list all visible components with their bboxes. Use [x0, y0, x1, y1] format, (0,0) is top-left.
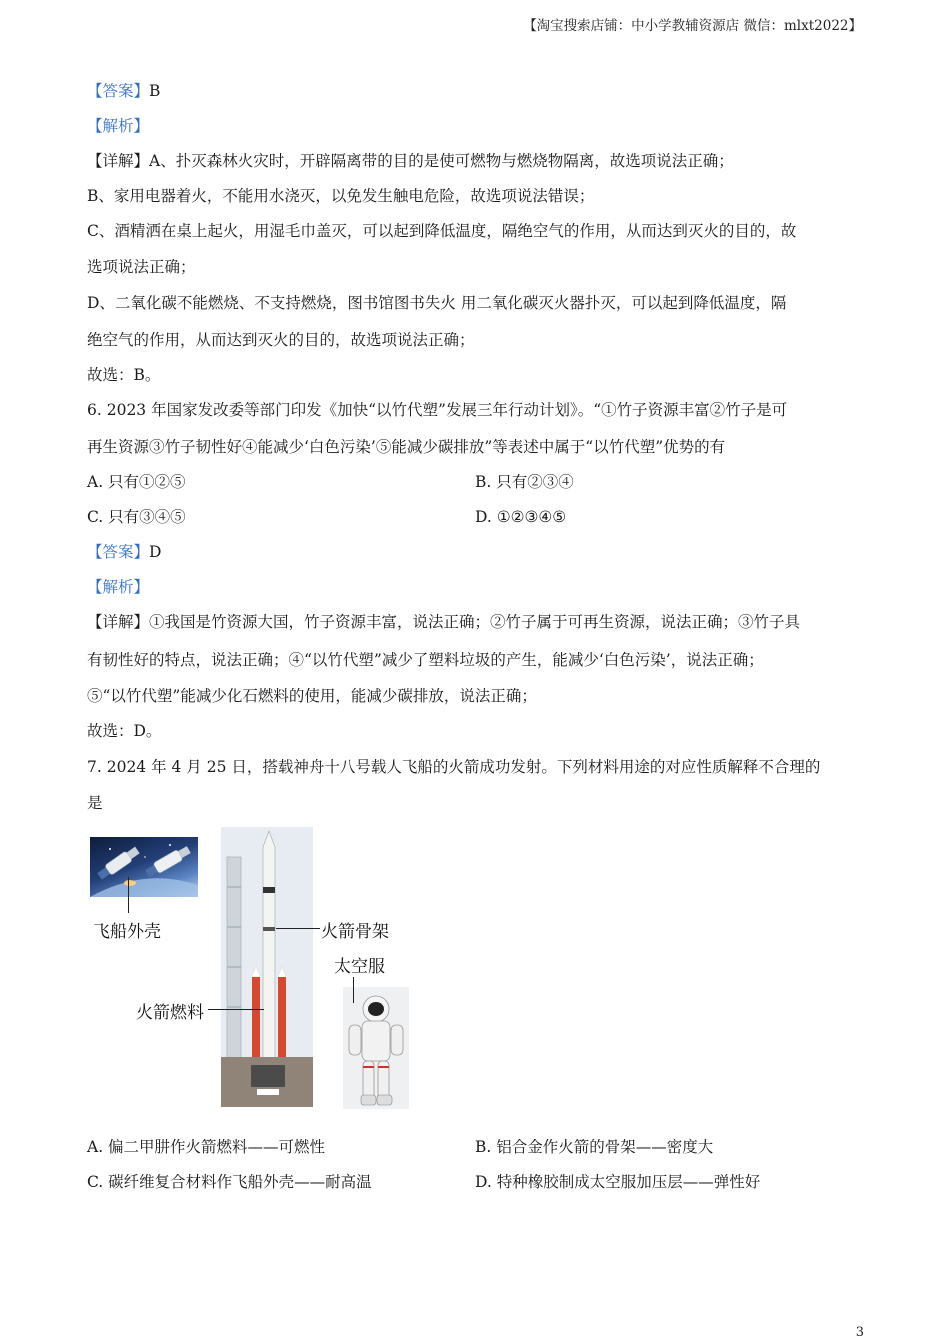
answer-value: B [149, 82, 161, 100]
label-rocket-frame: 火箭骨架 [321, 922, 389, 942]
rocket-photo [221, 827, 313, 1107]
q5-detail-line: 绝空气的作用，从而达到灭火的目的，故选项说法正确； [87, 331, 475, 349]
detail-tag: 【详解】 [87, 613, 150, 631]
q5-conclusion: 故选：B。 [87, 366, 161, 384]
q7-stem-line: 是 [87, 794, 103, 812]
q6-conclusion: 故选：D。 [87, 722, 162, 740]
answer-value: D [149, 543, 162, 561]
q6-option-d: D. ①②③④⑤ [475, 508, 567, 526]
spacecraft-icon [90, 837, 198, 897]
q6-detail-line: ⑤“以竹代塑”能减少化石燃料的使用，能减少碳排放，说法正确； [87, 687, 537, 705]
page-header: 【淘宝搜索店铺：中小学教辅资源店 微信：mlxt2022】 [523, 18, 862, 34]
q5-analysis-tag: 【解析】 [87, 117, 150, 135]
q5-answer [87, 81, 160, 101]
answer-tag: 【答案】 [87, 82, 150, 100]
label-spacecraft-shell: 飞船外壳 [93, 922, 161, 942]
q6-answer [87, 542, 161, 562]
pointer-spacecraft-shell [128, 877, 129, 913]
q6-option-a: A. 只有①②⑤ [87, 473, 186, 491]
detail-text: A、扑灭森林火灾时，开辟隔离带的目的是使可燃物与燃烧物隔离，故选项说法正确； [149, 152, 734, 170]
q5-detail-line: 选项说法正确； [87, 258, 196, 276]
q5-detail-line: C、酒精洒在桌上起火，用湿毛巾盖灭，可以起到降低温度，隔绝空气的作用，从而达到灭火的目的，故 [87, 222, 797, 240]
page-number: 3 [855, 1325, 864, 1340]
q7-option-a: A. 偏二甲肼作火箭燃料——可燃性 [87, 1138, 326, 1156]
rocket-icon [221, 827, 313, 1107]
spacecraft-photo [90, 837, 198, 897]
q7-option-b: B. 铝合金作火箭的骨架——密度大 [475, 1138, 714, 1156]
q7-figure [88, 827, 418, 1112]
label-rocket-fuel: 火箭燃料 [136, 1003, 204, 1023]
q7-stem-line: 7. 2024 年 4 月 25 日，搭载神舟十八号载人飞船的火箭成功发射。下列材料用途的对应性质解释不合理的 [87, 758, 821, 776]
pointer-rocket-fuel [208, 1009, 264, 1010]
q7-option-c: C. 碳纤维复合材料作飞船外壳——耐高温 [87, 1173, 372, 1191]
q6-stem-line: 再生资源③竹子韧性好④能减少‘白色污染’⑤能减少碳排放”等表述中属于“以竹代塑”优势的有 [87, 438, 726, 456]
label-spacesuit: 太空服 [334, 957, 385, 977]
pointer-spacesuit [353, 977, 354, 1003]
q6-analysis-tag: 【解析】 [87, 578, 150, 596]
q5-detail-line: D、二氧化碳不能燃烧、不支持燃烧，图书馆图书失火 用二氧化碳灭火器扑灭，可以起到降低温度，隔 [87, 294, 787, 312]
q5-detail-line: B、家用电器着火，不能用水浇灭，以免发生触电危险，故选项说法错误； [87, 187, 595, 205]
q6-detail-line: 有韧性好的特点，说法正确；④“以竹代塑”减少了塑料垃圾的产生，能减少‘白色污染’，说法正确； [87, 651, 764, 669]
detail-tag: 【详解】 [87, 152, 150, 170]
q5-detail-line [87, 151, 734, 171]
answer-tag: 【答案】 [87, 543, 150, 561]
q6-stem-line: 6. 2023 年国家发改委等部门印发《加快“以竹代塑”发展三年行动计划》。“①竹子资源丰富②竹子是可 [87, 401, 788, 419]
detail-text: ①我国是竹资源大国，竹子资源丰富，说法正确；②竹子属于可再生资源，说法正确；③竹子具 [149, 613, 801, 631]
q6-option-c: C. 只有③④⑤ [87, 508, 186, 526]
q6-option-b: B. 只有②③④ [475, 473, 574, 491]
astronaut-icon [343, 987, 409, 1109]
spacesuit-photo [343, 987, 409, 1109]
q6-detail-line [87, 612, 800, 632]
pointer-rocket-frame [276, 928, 320, 929]
q7-option-d: D. 特种橡胶制成太空服加压层——弹性好 [475, 1173, 761, 1191]
